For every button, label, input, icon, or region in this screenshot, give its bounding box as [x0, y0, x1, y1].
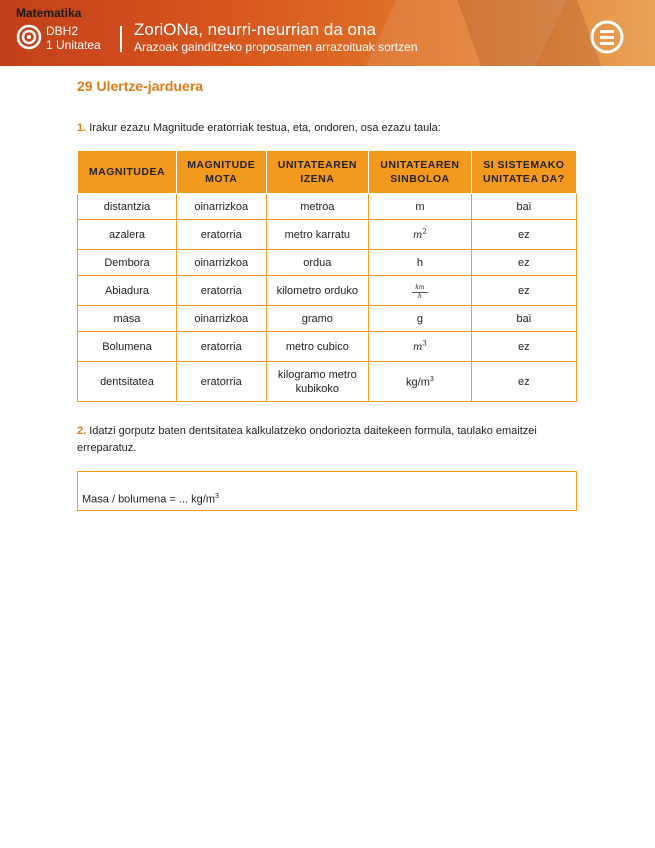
column-header-unit-symbol: UNITATEAREN SINBOLOA [369, 151, 471, 194]
cell-type: oinarrizkoa [176, 306, 266, 332]
cell-unit: kilometro orduko [266, 276, 369, 306]
cell-symbol: g [369, 306, 471, 332]
cell-magnitude: masa [78, 306, 177, 332]
cell-unit: kilogramo metro kubikoko [266, 362, 369, 402]
cell-symbol: $m^3$ [369, 332, 471, 362]
unit-number: 1 Unitatea [46, 38, 101, 52]
table-header-row [78, 151, 577, 194]
cell-type: eratorria [176, 332, 266, 362]
header-divider [120, 26, 122, 52]
cell-type: eratorria [176, 220, 266, 250]
cell-unit: gramo [266, 306, 369, 332]
cell-si: ez [471, 220, 576, 250]
question-text: Idatzi gorputz baten dentsitatea kalkulatzeko ondoriozta daitekeen formula, taulako emaitzei erreparatuz. [77, 425, 537, 454]
cell-si: bai [471, 194, 576, 220]
cell-magnitude: distantzia [78, 194, 177, 220]
cell-si: bai [471, 306, 576, 332]
brand-logo-icon [590, 20, 624, 54]
cell-si: ez [471, 250, 576, 276]
cell-symbol: h [369, 250, 471, 276]
table-row [78, 362, 577, 402]
cell-unit: metro cubico [266, 332, 369, 362]
table-row [78, 194, 577, 220]
question-1 [77, 120, 441, 137]
column-header-magnitude: MAGNITUDEA [78, 151, 177, 194]
cell-unit: metroa [266, 194, 369, 220]
magnitudes-table [77, 150, 577, 402]
table-row [78, 250, 577, 276]
header-banner [0, 0, 655, 66]
cell-magnitude: Bolumena [78, 332, 177, 362]
cell-symbol: m [369, 194, 471, 220]
table-row [78, 220, 577, 250]
column-header-unit-name: UNITATEAREN IZENA [266, 151, 369, 194]
table-row [78, 332, 577, 362]
cell-type: eratorria [176, 276, 266, 306]
question-number: 2. [77, 425, 87, 437]
cell-magnitude: Dembora [78, 250, 177, 276]
course-level [46, 24, 101, 52]
course-name: DBH2 [46, 24, 79, 38]
cell-unit: metro karratu [266, 220, 369, 250]
cell-magnitude: azalera [78, 220, 177, 250]
unit-title: ZoriONa, neurri-neurrian da ona [134, 20, 376, 39]
cell-symbol: $m^2$ [369, 220, 471, 250]
cell-si: ez [471, 362, 576, 402]
cell-symbol [369, 276, 471, 306]
cell-type: eratorria [176, 362, 266, 402]
fraction-symbol: $\frac{km}{h}$ [412, 284, 428, 301]
cell-symbol: $kg/m^3$ [369, 362, 471, 402]
cell-magnitude: dentsitatea [78, 362, 177, 402]
answer-box[interactable] [77, 471, 577, 511]
answer-text: Masa / bolumena = ... $kg/m^3$ [82, 493, 219, 506]
column-header-si: SI SISTEMAKO UNITATEA DA? [471, 151, 576, 194]
table-row [78, 276, 577, 306]
activity-title: 29 Ulertze-jarduera [77, 78, 204, 94]
cell-si: ez [471, 276, 576, 306]
cell-type: oinarrizkoa [176, 194, 266, 220]
table-row [78, 306, 577, 332]
column-header-type: MAGNITUDE MOTA [176, 151, 266, 194]
swirl-logo-icon [16, 24, 42, 50]
question-number: 1. [77, 122, 87, 134]
cell-si: ez [471, 332, 576, 362]
unit-subtitle: Arazoak gainditzeko proposamen arrazoituak sortzen [134, 40, 418, 54]
cell-type: oinarrizkoa [176, 250, 266, 276]
cell-unit: ordua [266, 250, 369, 276]
subject-label: Matematika [16, 6, 82, 20]
cell-magnitude: Abiadura [78, 276, 177, 306]
question-2 [77, 423, 577, 457]
question-text: Irakur ezazu Magnitude eratorriak testua, eta, ondoren, osa ezazu taula: [89, 122, 441, 134]
